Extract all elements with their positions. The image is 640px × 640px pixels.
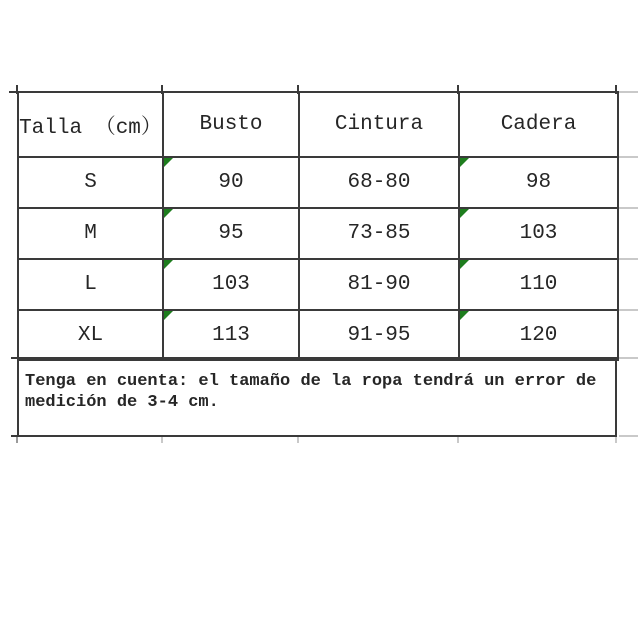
cell-value: 120 (519, 323, 558, 347)
cell-talla: XL (18, 310, 163, 360)
cell-cadera (459, 208, 618, 259)
gridline-tick (615, 85, 617, 94)
faint-gridline-stub (619, 91, 638, 93)
gridline-tick (11, 357, 17, 359)
faint-gridline-stub (619, 357, 638, 359)
gridline-tick (457, 85, 459, 94)
cell-value: 90 (218, 171, 244, 194)
cell-value: 103 (519, 222, 558, 245)
cell-error-indicator-triangle-icon (164, 158, 173, 167)
cell-error-indicator-triangle-icon (460, 158, 469, 167)
cell-error-indicator-triangle-icon (164, 311, 173, 320)
cell-value: 113 (212, 323, 250, 347)
header-cell-talla: Talla （cm） (18, 92, 163, 157)
cell-busto (163, 157, 299, 208)
faint-gridline-stub (161, 437, 163, 443)
header-row (18, 92, 618, 157)
note-box (17, 357, 617, 437)
gridline-tick (297, 85, 299, 94)
header-cell-cintura: Cintura (299, 92, 459, 157)
faint-gridline-stub (457, 437, 459, 443)
cell-cintura: 91-95 (299, 310, 459, 360)
cell-cintura: 81-90 (299, 259, 459, 310)
faint-gridline-stub (16, 437, 18, 443)
cell-error-indicator-triangle-icon (460, 260, 469, 269)
cell-cadera (459, 310, 618, 360)
faint-gridline-stub (619, 258, 638, 260)
faint-gridline-stub (619, 156, 638, 158)
cell-value: 95 (218, 222, 244, 245)
cell-talla: S (18, 157, 163, 208)
table-row-s (18, 157, 618, 208)
faint-gridline-stub (619, 309, 638, 311)
cell-error-indicator-triangle-icon (164, 260, 173, 269)
faint-gridline-stub (615, 437, 617, 443)
cell-value: 103 (212, 273, 250, 296)
cell-value: 98 (525, 171, 552, 194)
cell-cintura: 73-85 (299, 208, 459, 259)
cell-error-indicator-triangle-icon (164, 209, 173, 218)
note-line-2: medición de 3-4 cm. (25, 393, 219, 412)
note-line-1: Tenga en cuenta: el tamaño de la ropa tendrá un error de (25, 372, 597, 391)
gridline-tick (161, 85, 163, 94)
faint-gridline-stub (297, 437, 299, 443)
cell-error-indicator-triangle-icon (460, 209, 469, 218)
cell-busto (163, 310, 299, 360)
faint-gridline-stub (619, 207, 638, 209)
size-chart-table (17, 91, 619, 361)
cell-cintura: 68-80 (299, 157, 459, 208)
cell-busto (163, 208, 299, 259)
cell-talla: M (18, 208, 163, 259)
cell-error-indicator-triangle-icon (460, 311, 469, 320)
cell-cadera (459, 157, 618, 208)
header-cell-busto: Busto (163, 92, 299, 157)
cell-value: 110 (519, 273, 558, 296)
table-row-l (18, 259, 618, 310)
cell-talla: L (18, 259, 163, 310)
header-cell-cadera: Cadera (459, 92, 618, 157)
cell-cadera (459, 259, 618, 310)
cell-busto (163, 259, 299, 310)
faint-gridline-stub (619, 435, 638, 437)
table-row-m (18, 208, 618, 259)
table-row-xl (18, 310, 618, 360)
gridline-tick (9, 91, 17, 93)
